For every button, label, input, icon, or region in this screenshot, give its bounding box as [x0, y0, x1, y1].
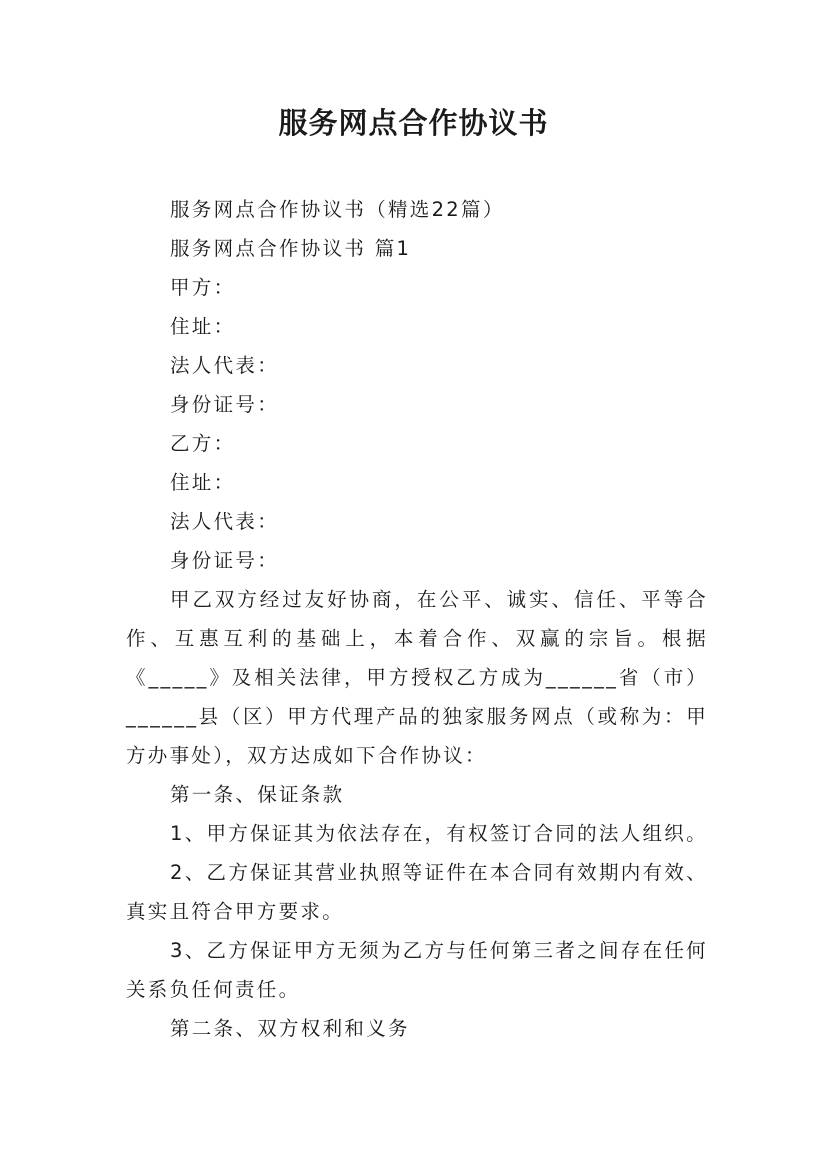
paragraph-party-a-representative: 法人代表：: [170, 354, 280, 377]
paragraph-party-b: 乙方：: [170, 432, 236, 455]
paragraph-article-two-heading: 第二条、双方权利和义务: [170, 1017, 410, 1040]
paragraph-subtitle: 服务网点合作协议书（精选22篇）: [170, 198, 505, 221]
paragraph-article-one-heading: 第一条、保证条款: [170, 783, 345, 806]
paragraph-party-a: 甲方：: [170, 276, 236, 299]
paragraph-clause-3: 3、乙方保证甲方无须为乙方与任何第三者之间存在任何关系负任何责任。: [126, 939, 708, 1001]
paragraph-agreement-preamble: 甲乙双方经过友好协商，在公平、诚实、信任、平等合作、互惠互利的基础上，本着合作、双赢的宗旨。根据《_____》及相关法律，甲方授权乙方成为______省（市）______县（区）甲方代理产品的独家服务网点（或称为：甲方办事处），双方达成如下合作协议：: [126, 588, 708, 767]
document-body: [126, 190, 708, 1048]
paragraph-party-b-representative: 法人代表：: [170, 510, 280, 533]
paragraph-clause-2: 2、乙方保证其营业执照等证件在本合同有效期内有效、真实且符合甲方要求。: [126, 861, 708, 923]
paragraph-party-b-id-number: 身份证号：: [170, 549, 280, 572]
paragraph-party-a-id-number: 身份证号：: [170, 393, 280, 416]
paragraph-clause-1: 1、甲方保证其为依法存在，有权签订合同的法人组织。: [170, 822, 708, 845]
document-title: 服务网点合作协议书: [278, 106, 549, 140]
paragraph-chapter-heading: 服务网点合作协议书 篇1: [170, 237, 412, 260]
paragraph-party-a-address: 住址：: [170, 315, 236, 338]
paragraph-party-b-address: 住址：: [170, 471, 236, 494]
